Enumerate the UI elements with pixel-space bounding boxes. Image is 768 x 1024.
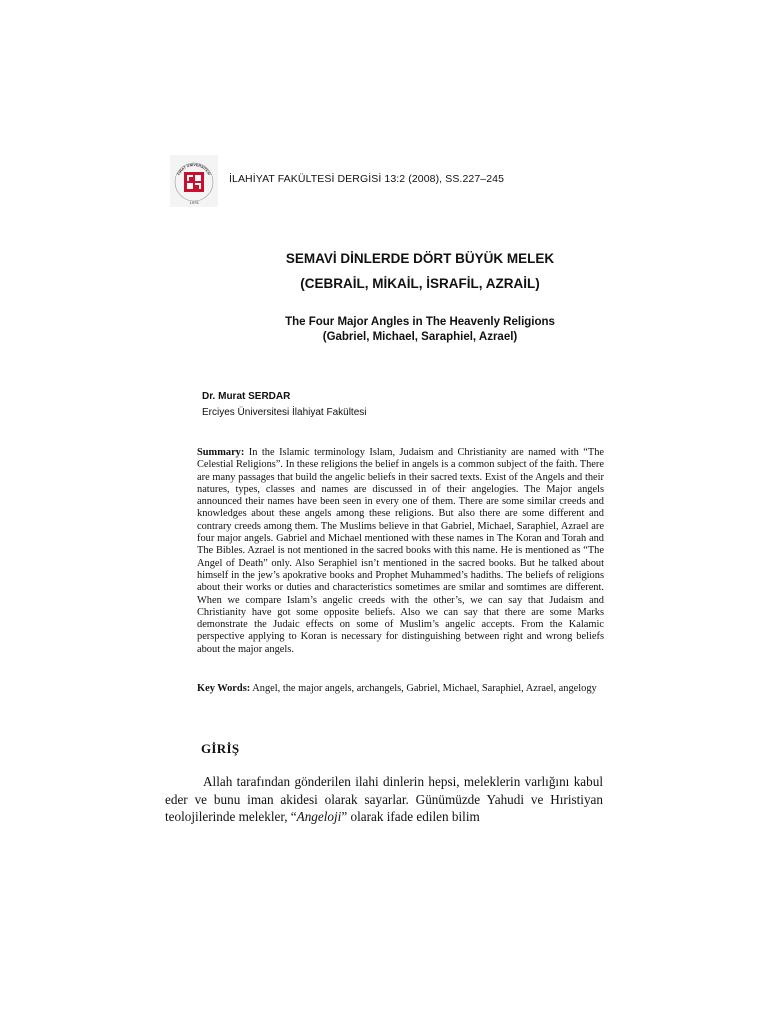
body-paragraph (165, 773, 603, 826)
journal-citation: İLAHİYAT FAKÜLTESİ DERGİSİ 13:2 (2008), SS.227–245 (229, 173, 505, 185)
title-english-line2: (Gabriel, Michael, Saraphiel, Azrael) (322, 331, 518, 343)
keywords (197, 682, 604, 696)
abstract (197, 447, 604, 656)
author-affiliation: Erciyes Üniversitesi İlahiyat Fakültesi (202, 407, 367, 418)
title-english-line1: The Four Major Angles in The Heavenly Religions (285, 316, 555, 328)
title-turkish-line1: SEMAVİ DİNLERDE DÖRT BÜYÜK MELEK (285, 251, 555, 266)
paragraph-text-part2: ” olarak ifade edilen bilim (341, 809, 480, 824)
title-turkish-line2: (CEBRAİL, MİKAİL, İSRAFİL, AZRAİL) (300, 276, 540, 291)
paragraph-italic-term: Angeloji (296, 809, 342, 824)
keywords-text: Angel, the major angels, archangels, Gabriel, Michael, Saraphiel, Azrael, angelogy (250, 683, 597, 694)
author-name: Dr. Murat SERDAR (202, 391, 291, 402)
logo-year: 1975 (189, 200, 199, 205)
paragraph-text-part1: Allah tarafından gönderilen ilahi dinlerin hepsi, meleklerin varlığını kabul eder ve bunu iman akidesi olarak sayarlar. Günümüzde Yahudi ve Hıristiyan teolojilerinde melekler, “ (165, 774, 603, 824)
abstract-label: Summary: (197, 447, 245, 458)
abstract-text: In the Islamic terminology Islam, Judaism and Christianity are named with “The Celestial Religions”. In these religions the belief in angels is a common subject of the faith. There are many passages that build the angelic beliefs in their sacred texts. Exist of the Angels and their natures, types, classes and names are discussed in of their angelogies. The Major angels announced their names have been seen in every one of them. There are some similar creeds and knowledges about these angels among these religions. But also there are some different and contrary creeds among them. The Muslims believe in that Gabriel, Michael, Saraphiel, Azrael are four major angels. Gabriel and Michael mentioned with these names in The Koran and Torah and The Bibles. Azrael is not mentioned in the sacred books with this name. He is mentioned as “The Angel of Death” only. Also Seraphiel isn’t mentioned in the sacred books. But he talked about himself in the jew’s apokrative books and Prophet Muhammed’s hadiths. The beliefs of religions about their works or duties and characteristics sometimes are smilar and somtimes are different. When we compare Islam’s angelic creeds with the other’s, we can say that Judaism and Christianity have got some opposite beliefs. Also we can say that there are some Marks demonstrate the Judaic effects on some of Muslim’s angelic accepts. From the Kalamic perspective applying to Koran is necessary for distinguishing between right and wrong beliefs about the major angels. (197, 447, 604, 655)
keywords-label: Key Words: (197, 683, 251, 694)
university-logo (170, 155, 218, 207)
section-heading: GİRİŞ (201, 741, 240, 756)
logo-arc-text: FIRAT ÜNİVERSİTESİ (176, 162, 212, 176)
